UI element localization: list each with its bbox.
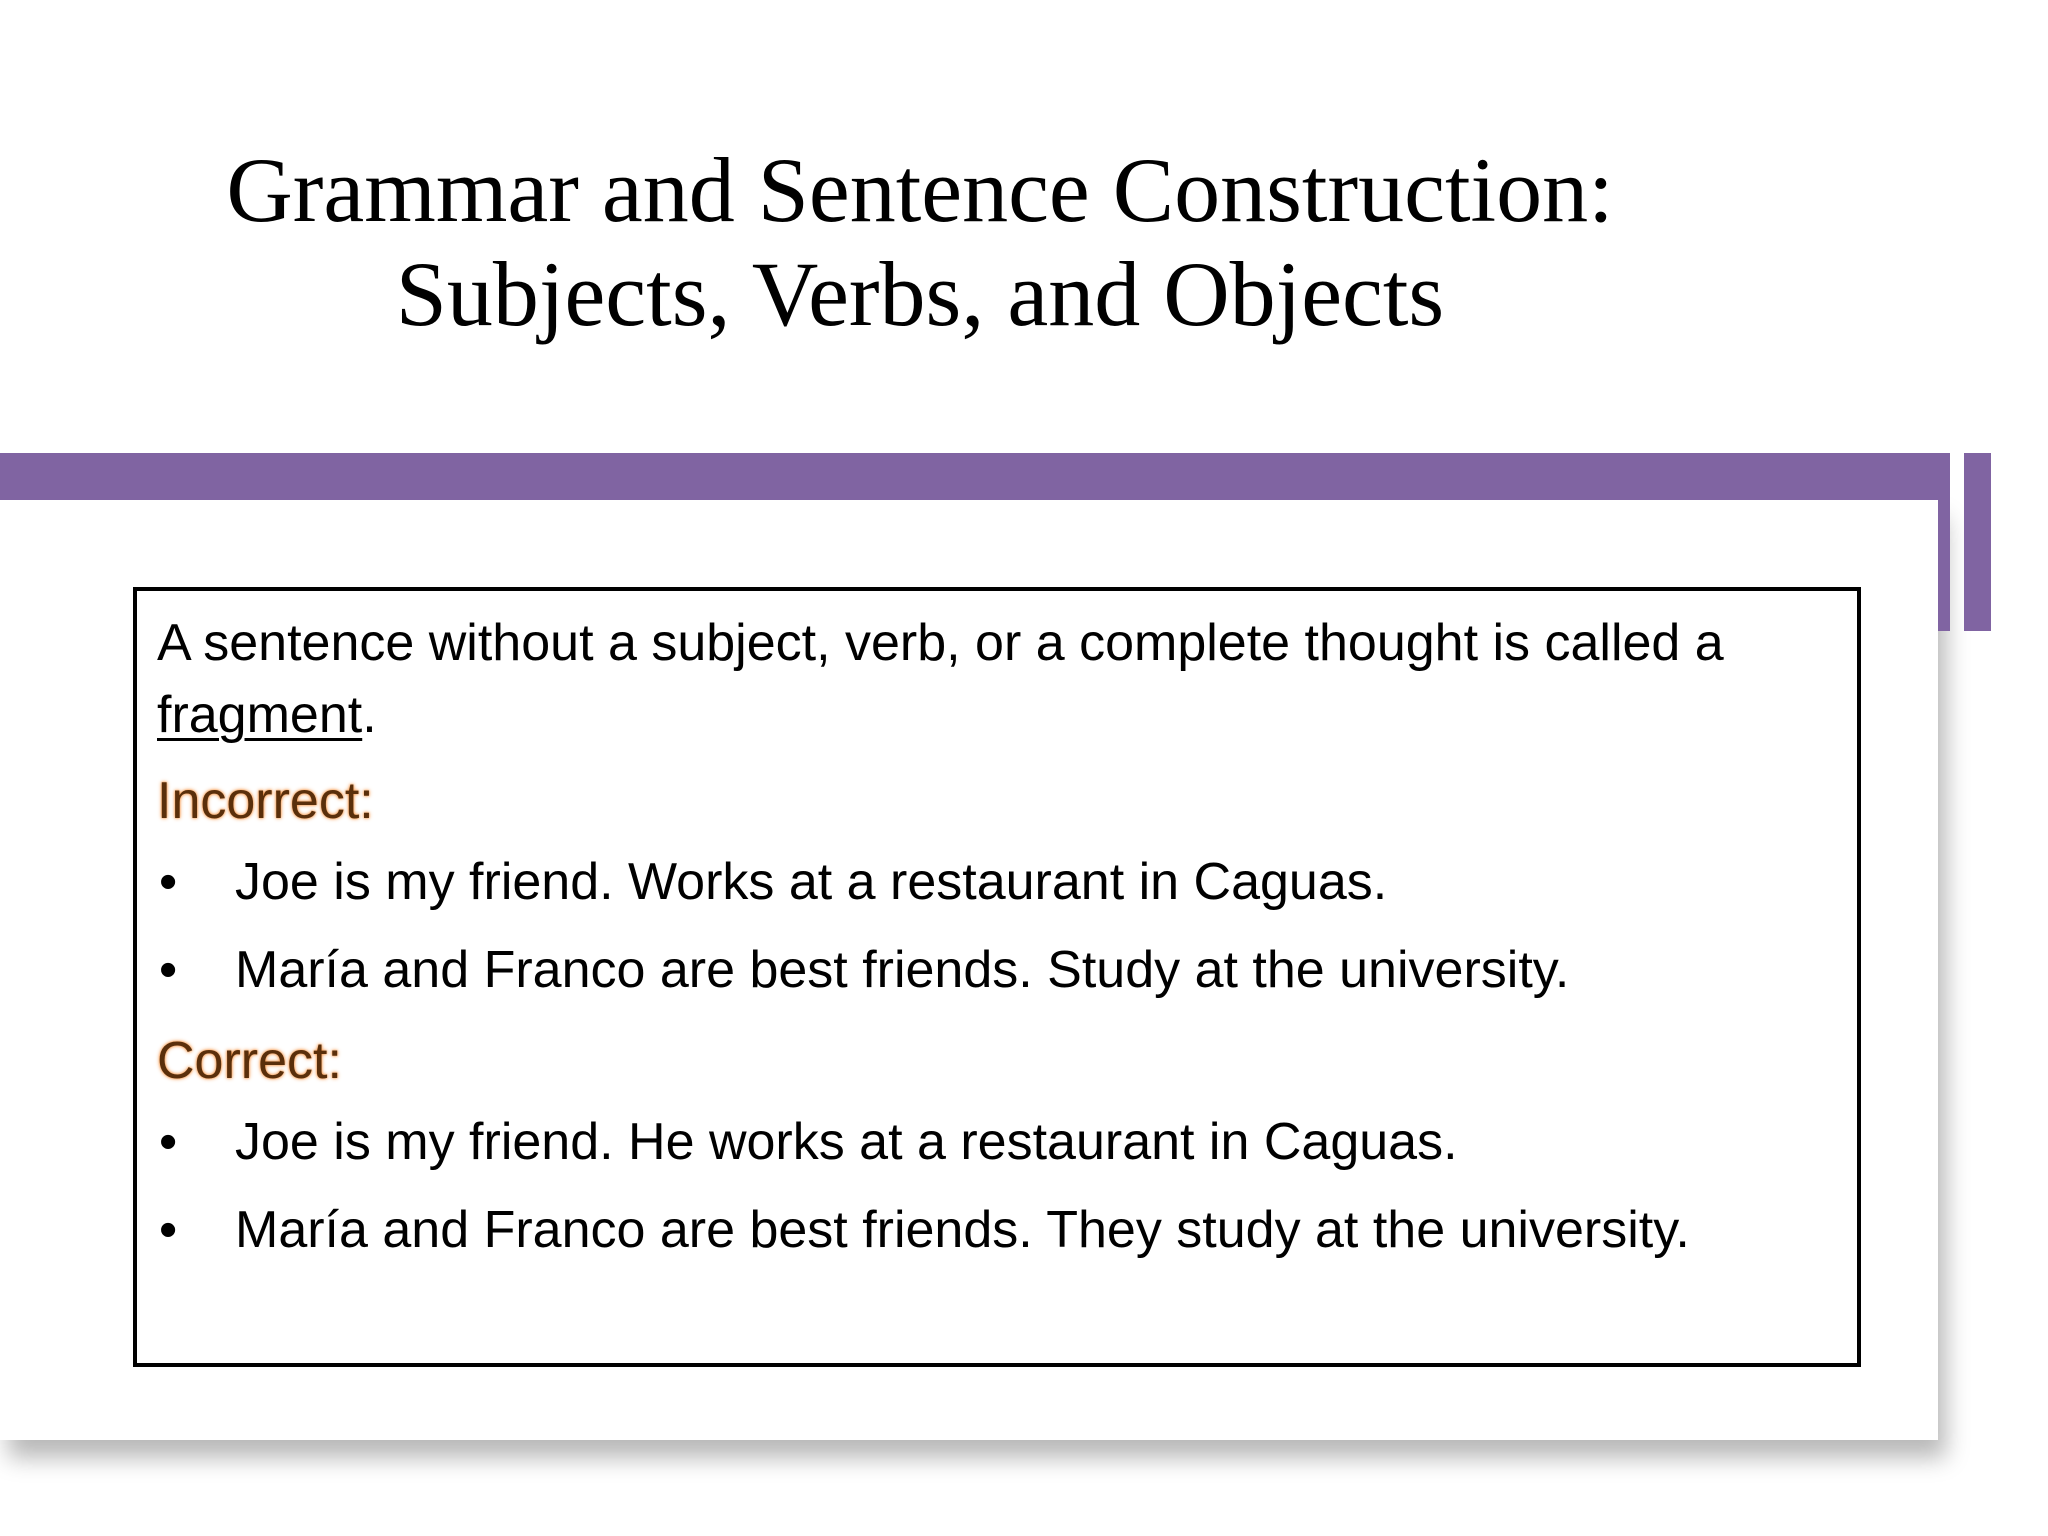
incorrect-example-2: María and Franco are best friends. Study at the university. <box>235 941 1570 999</box>
content-text-box <box>133 587 1861 1367</box>
bullet-icon: • <box>159 1113 178 1171</box>
correct-example-2: María and Franco are best friends. They study at the university. <box>235 1201 1690 1259</box>
bullet-icon: • <box>159 1201 178 1259</box>
fragment-term: fragment <box>157 686 363 744</box>
correct-heading: Correct: <box>157 1032 342 1090</box>
title-line-1: Grammar and Sentence Construction: <box>226 139 1614 241</box>
incorrect-example-1: Joe is my friend. Works at a restaurant in Caguas. <box>235 853 1388 911</box>
list-item <box>157 1197 1837 1263</box>
slide-title <box>160 138 1680 346</box>
incorrect-examples-list <box>157 849 1837 1003</box>
incorrect-heading: Incorrect: <box>157 772 374 830</box>
title-line-2: Subjects, Verbs, and Objects <box>395 243 1445 345</box>
accent-bar <box>0 453 1950 500</box>
accent-vertical-bar-right <box>1964 453 1991 631</box>
correct-example-1: Joe is my friend. He works at a restaurant in Caguas. <box>235 1113 1458 1171</box>
intro-period: . <box>362 686 377 744</box>
accent-vertical-bar-left <box>1938 453 1950 631</box>
bullet-icon: • <box>159 853 178 911</box>
intro-paragraph <box>157 607 1837 751</box>
intro-text: A sentence without a subject, verb, or a complete thought is called a <box>157 614 1724 672</box>
list-item <box>157 937 1837 1003</box>
correct-examples-list <box>157 1109 1837 1263</box>
list-item <box>157 1109 1837 1175</box>
list-item <box>157 849 1837 915</box>
bullet-icon: • <box>159 941 178 999</box>
